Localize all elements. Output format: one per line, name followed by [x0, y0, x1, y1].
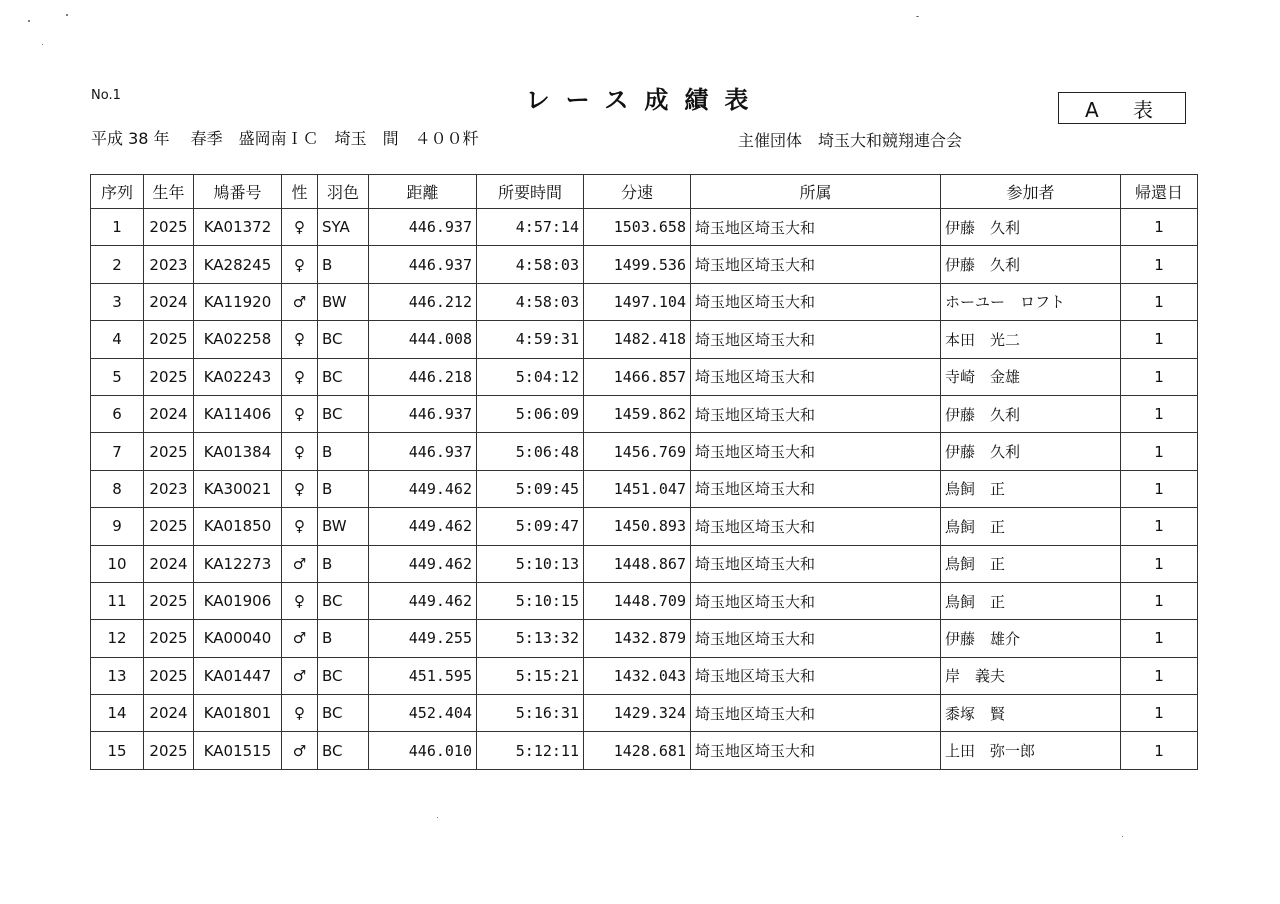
sex-cell: ♀ — [282, 582, 318, 619]
rank-cell: 13 — [91, 657, 144, 694]
page-number: No.1 — [91, 88, 121, 103]
rank-cell: 1 — [91, 209, 144, 246]
ring-number-cell: KA02258 — [194, 321, 282, 358]
sex-cell: ♀ — [282, 246, 318, 283]
speed-cell: 1448.867 — [584, 545, 691, 582]
ring-number-cell: KA01447 — [194, 657, 282, 694]
time-cell: 4:58:03 — [477, 246, 584, 283]
return-day-cell: 1 — [1121, 283, 1198, 320]
time-cell: 5:04:12 — [477, 358, 584, 395]
organizer: 主催団体 埼玉大和競翔連合会 — [738, 131, 963, 150]
club-cell: 埼玉地区埼玉大和 — [691, 246, 941, 283]
club-cell: 埼玉地区埼玉大和 — [691, 358, 941, 395]
table-row — [91, 695, 1198, 732]
distance-cell: 449.462 — [369, 582, 477, 619]
return-day-cell: 1 — [1121, 657, 1198, 694]
return-day-cell: 1 — [1121, 732, 1198, 769]
rank-cell: 6 — [91, 395, 144, 432]
year-cell: 2025 — [144, 657, 194, 694]
club-cell: 埼玉地区埼玉大和 — [691, 582, 941, 619]
time-cell: 5:16:31 — [477, 695, 584, 732]
sex-cell: ♀ — [282, 358, 318, 395]
ring-number-cell: KA11406 — [194, 395, 282, 432]
year-cell: 2024 — [144, 283, 194, 320]
rank-cell: 8 — [91, 470, 144, 507]
table-row — [91, 283, 1198, 320]
time-cell: 4:59:31 — [477, 321, 584, 358]
owner-cell: 本田 光二 — [941, 321, 1121, 358]
year-cell: 2024 — [144, 395, 194, 432]
color-cell: BC — [318, 358, 369, 395]
speed-cell: 1448.709 — [584, 582, 691, 619]
year-cell: 2025 — [144, 620, 194, 657]
club-cell: 埼玉地区埼玉大和 — [691, 470, 941, 507]
rank-cell: 5 — [91, 358, 144, 395]
rank-cell: 12 — [91, 620, 144, 657]
ring-number-cell: KA01850 — [194, 508, 282, 545]
table-row — [91, 545, 1198, 582]
table-row — [91, 582, 1198, 619]
speed-cell: 1503.658 — [584, 209, 691, 246]
distance-cell: 449.255 — [369, 620, 477, 657]
owner-cell: 黍塚 賢 — [941, 695, 1121, 732]
time-cell: 5:10:15 — [477, 582, 584, 619]
speed-cell: 1499.536 — [584, 246, 691, 283]
owner-cell: 伊藤 久利 — [941, 433, 1121, 470]
time-cell: 5:13:32 — [477, 620, 584, 657]
ring-number-cell: KA12273 — [194, 545, 282, 582]
year-cell: 2025 — [144, 358, 194, 395]
ring-number-cell: KA00040 — [194, 620, 282, 657]
color-cell: BW — [318, 508, 369, 545]
rank-cell: 10 — [91, 545, 144, 582]
table-row — [91, 246, 1198, 283]
rank-cell: 14 — [91, 695, 144, 732]
owner-cell: 寺崎 金雄 — [941, 358, 1121, 395]
sex-cell: ♂ — [282, 283, 318, 320]
distance-cell: 446.937 — [369, 209, 477, 246]
column-header-speed: 分速 — [584, 175, 691, 209]
distance-cell: 446.212 — [369, 283, 477, 320]
year-cell: 2025 — [144, 321, 194, 358]
return-day-cell: 1 — [1121, 321, 1198, 358]
time-cell: 5:09:45 — [477, 470, 584, 507]
color-cell: BW — [318, 283, 369, 320]
return-day-cell: 1 — [1121, 246, 1198, 283]
owner-cell: 鳥飼 正 — [941, 508, 1121, 545]
club-cell: 埼玉地区埼玉大和 — [691, 695, 941, 732]
time-cell: 5:06:09 — [477, 395, 584, 432]
ring-number-cell: KA30021 — [194, 470, 282, 507]
table-row — [91, 620, 1198, 657]
ring-number-cell: KA01906 — [194, 582, 282, 619]
owner-cell: 伊藤 久利 — [941, 209, 1121, 246]
scan-speck — [916, 16, 919, 17]
distance-cell: 446.218 — [369, 358, 477, 395]
owner-cell: 鳥飼 正 — [941, 545, 1121, 582]
color-cell: BC — [318, 395, 369, 432]
return-day-cell: 1 — [1121, 695, 1198, 732]
club-cell: 埼玉地区埼玉大和 — [691, 395, 941, 432]
sheet-label-box — [1058, 92, 1186, 124]
time-cell: 4:58:03 — [477, 283, 584, 320]
column-header-owner: 参加者 — [941, 175, 1121, 209]
color-cell: BC — [318, 582, 369, 619]
table-row — [91, 358, 1198, 395]
column-header-return-day: 帰還日 — [1121, 175, 1198, 209]
distance-cell: 446.010 — [369, 732, 477, 769]
distance-cell: 444.008 — [369, 321, 477, 358]
owner-cell: 岸 義夫 — [941, 657, 1121, 694]
distance-cell: 449.462 — [369, 508, 477, 545]
column-header-rank: 序列 — [91, 175, 144, 209]
table-row — [91, 433, 1198, 470]
club-cell: 埼玉地区埼玉大和 — [691, 732, 941, 769]
year-cell: 2024 — [144, 695, 194, 732]
time-cell: 5:12:11 — [477, 732, 584, 769]
owner-cell: ホーユー ロフト — [941, 283, 1121, 320]
speed-cell: 1432.879 — [584, 620, 691, 657]
table-row — [91, 732, 1198, 769]
color-cell: BC — [318, 732, 369, 769]
distance-cell: 451.595 — [369, 657, 477, 694]
year-cell: 2025 — [144, 433, 194, 470]
distance-cell: 449.462 — [369, 470, 477, 507]
year-cell: 2025 — [144, 582, 194, 619]
sex-cell: ♂ — [282, 657, 318, 694]
document-title: レース成績表 — [525, 86, 765, 114]
distance-cell: 449.462 — [369, 545, 477, 582]
ring-number-cell: KA28245 — [194, 246, 282, 283]
club-cell: 埼玉地区埼玉大和 — [691, 508, 941, 545]
rank-cell: 4 — [91, 321, 144, 358]
owner-cell: 上田 弥一郎 — [941, 732, 1121, 769]
year-cell: 2024 — [144, 545, 194, 582]
column-header-ring-number: 鳩番号 — [194, 175, 282, 209]
column-header-year: 生年 — [144, 175, 194, 209]
year-cell: 2023 — [144, 246, 194, 283]
return-day-cell: 1 — [1121, 209, 1198, 246]
color-cell: B — [318, 246, 369, 283]
sex-cell: ♀ — [282, 508, 318, 545]
column-header-time: 所要時間 — [477, 175, 584, 209]
speed-cell: 1466.857 — [584, 358, 691, 395]
table-row — [91, 395, 1198, 432]
column-header-sex: 性 — [282, 175, 318, 209]
speed-cell: 1450.893 — [584, 508, 691, 545]
speed-cell: 1456.769 — [584, 433, 691, 470]
sex-cell: ♂ — [282, 545, 318, 582]
sex-cell: ♀ — [282, 209, 318, 246]
time-cell: 5:15:21 — [477, 657, 584, 694]
club-cell: 埼玉地区埼玉大和 — [691, 620, 941, 657]
owner-cell: 伊藤 久利 — [941, 395, 1121, 432]
club-cell: 埼玉地区埼玉大和 — [691, 433, 941, 470]
distance-cell: 452.404 — [369, 695, 477, 732]
distance-cell: 446.937 — [369, 246, 477, 283]
rank-cell: 3 — [91, 283, 144, 320]
owner-cell: 鳥飼 正 — [941, 470, 1121, 507]
time-cell: 5:09:47 — [477, 508, 584, 545]
owner-cell: 伊藤 雄介 — [941, 620, 1121, 657]
race-info: 平成 38 年 春季 盛岡南ＩＣ 埼玉 間 ４００粁 — [91, 129, 479, 148]
scan-speck — [437, 817, 438, 818]
table-row — [91, 508, 1198, 545]
club-cell: 埼玉地区埼玉大和 — [691, 545, 941, 582]
club-cell: 埼玉地区埼玉大和 — [691, 209, 941, 246]
color-cell: BC — [318, 695, 369, 732]
results-body — [91, 209, 1198, 770]
ring-number-cell: KA11920 — [194, 283, 282, 320]
club-cell: 埼玉地区埼玉大和 — [691, 657, 941, 694]
color-cell: B — [318, 545, 369, 582]
color-cell: BC — [318, 657, 369, 694]
owner-cell: 伊藤 久利 — [941, 246, 1121, 283]
table-row — [91, 657, 1198, 694]
speed-cell: 1432.043 — [584, 657, 691, 694]
scan-speck — [42, 44, 43, 45]
sex-cell: ♀ — [282, 433, 318, 470]
color-cell: B — [318, 433, 369, 470]
rank-cell: 2 — [91, 246, 144, 283]
rank-cell: 7 — [91, 433, 144, 470]
scan-speck — [1122, 836, 1123, 837]
color-cell: B — [318, 620, 369, 657]
return-day-cell: 1 — [1121, 433, 1198, 470]
distance-cell: 446.937 — [369, 433, 477, 470]
return-day-cell: 1 — [1121, 470, 1198, 507]
return-day-cell: 1 — [1121, 582, 1198, 619]
column-header-color: 羽色 — [318, 175, 369, 209]
color-cell: BC — [318, 321, 369, 358]
results-table — [90, 174, 1198, 770]
distance-cell: 446.937 — [369, 395, 477, 432]
color-cell: SYA — [318, 209, 369, 246]
table-row — [91, 470, 1198, 507]
return-day-cell: 1 — [1121, 545, 1198, 582]
color-cell: B — [318, 470, 369, 507]
ring-number-cell: KA01384 — [194, 433, 282, 470]
ring-number-cell: KA01801 — [194, 695, 282, 732]
ring-number-cell: KA01515 — [194, 732, 282, 769]
speed-cell: 1482.418 — [584, 321, 691, 358]
ring-number-cell: KA02243 — [194, 358, 282, 395]
ring-number-cell: KA01372 — [194, 209, 282, 246]
scan-speck — [28, 20, 30, 22]
sheet-label: A 表 — [1084, 97, 1168, 122]
column-header-distance: 距離 — [369, 175, 477, 209]
speed-cell: 1428.681 — [584, 732, 691, 769]
column-header-club: 所属 — [691, 175, 941, 209]
year-cell: 2025 — [144, 732, 194, 769]
rank-cell: 9 — [91, 508, 144, 545]
rank-cell: 15 — [91, 732, 144, 769]
table-row — [91, 321, 1198, 358]
time-cell: 5:10:13 — [477, 545, 584, 582]
club-cell: 埼玉地区埼玉大和 — [691, 283, 941, 320]
speed-cell: 1497.104 — [584, 283, 691, 320]
club-cell: 埼玉地区埼玉大和 — [691, 321, 941, 358]
year-cell: 2023 — [144, 470, 194, 507]
speed-cell: 1429.324 — [584, 695, 691, 732]
table-row — [91, 209, 1198, 246]
table-header-row — [91, 175, 1198, 209]
sex-cell: ♀ — [282, 695, 318, 732]
scan-speck — [66, 14, 68, 16]
year-cell: 2025 — [144, 209, 194, 246]
sex-cell: ♀ — [282, 395, 318, 432]
return-day-cell: 1 — [1121, 508, 1198, 545]
year-cell: 2025 — [144, 508, 194, 545]
speed-cell: 1451.047 — [584, 470, 691, 507]
rank-cell: 11 — [91, 582, 144, 619]
sex-cell: ♀ — [282, 470, 318, 507]
return-day-cell: 1 — [1121, 395, 1198, 432]
return-day-cell: 1 — [1121, 358, 1198, 395]
sex-cell: ♂ — [282, 732, 318, 769]
time-cell: 5:06:48 — [477, 433, 584, 470]
sex-cell: ♂ — [282, 620, 318, 657]
owner-cell: 鳥飼 正 — [941, 582, 1121, 619]
time-cell: 4:57:14 — [477, 209, 584, 246]
sex-cell: ♀ — [282, 321, 318, 358]
return-day-cell: 1 — [1121, 620, 1198, 657]
speed-cell: 1459.862 — [584, 395, 691, 432]
